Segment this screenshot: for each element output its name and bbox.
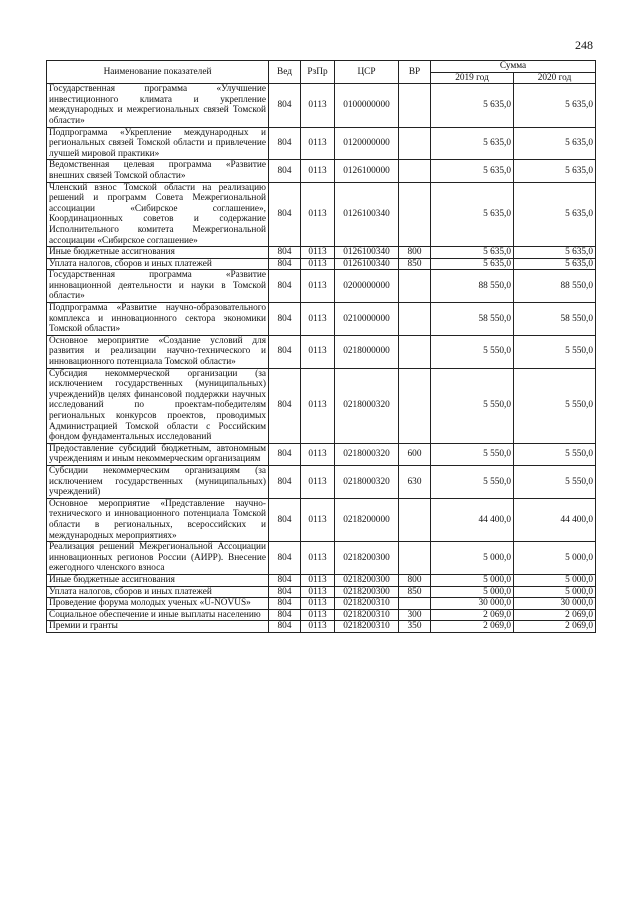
cell-ved: 804 [269,443,301,465]
cell-rzpr: 0113 [301,303,335,336]
cell-2019: 5 635,0 [431,247,514,259]
cell-name: Уплата налогов, сборов и иных платежей [47,586,269,598]
cell-csr: 0126100000 [335,160,399,182]
cell-vr: 850 [399,586,431,598]
cell-vr [399,127,431,160]
cell-2020: 5 635,0 [514,182,596,247]
cell-ved: 804 [269,621,301,633]
cell-rzpr: 0113 [301,335,335,368]
cell-ved: 804 [269,270,301,303]
cell-csr: 0218200300 [335,586,399,598]
cell-csr: 0126100340 [335,247,399,259]
cell-ved: 804 [269,127,301,160]
cell-name: Проведение форума молодых ученых «U-NOVUS» [47,598,269,610]
cell-rzpr: 0113 [301,368,335,443]
cell-2019: 58 550,0 [431,303,514,336]
cell-csr: 0218200310 [335,609,399,621]
table-row [47,258,596,270]
cell-2019: 5 635,0 [431,127,514,160]
table-row [47,247,596,259]
cell-vr [399,542,431,575]
cell-vr: 850 [399,258,431,270]
cell-rzpr: 0113 [301,574,335,586]
cell-rzpr: 0113 [301,498,335,541]
cell-csr: 0218200310 [335,621,399,633]
cell-name: Социальное обеспечение и иные выплаты населению [47,609,269,621]
cell-rzpr: 0113 [301,465,335,498]
cell-name: Членский взнос Томской области на реализацию решений и программ Совета Межрегиональной ассоциации «Сибирское соглашение», Координационных советов и содержание Исполнительного комитета Межрегиональной ассоциации «Сибирское соглашение» [47,182,269,247]
cell-rzpr: 0113 [301,586,335,598]
cell-csr: 0100000000 [335,84,399,127]
cell-name: Подпрограмма «Укрепление международных и региональных связей Томской области и привлечение лучшей мировой практики» [47,127,269,160]
cell-2020: 5 635,0 [514,84,596,127]
cell-vr [399,335,431,368]
cell-2020: 5 635,0 [514,127,596,160]
table-row [47,443,596,465]
cell-2020: 2 069,0 [514,621,596,633]
cell-name: Субсидия некоммерческой организации (за исключением государственных (муниципальных) учреждений)в целях финансовой поддержки научных исследований по проектам-победителям региональных конкурсов проектов, проводимых Администрацией Томской области с Российским фондом фундаментальных исследований [47,368,269,443]
cell-2020: 44 400,0 [514,498,596,541]
cell-2019: 2 069,0 [431,609,514,621]
cell-2020: 88 550,0 [514,270,596,303]
cell-2019: 5 635,0 [431,160,514,182]
cell-vr [399,84,431,127]
header-sum: Сумма [431,61,596,73]
cell-vr [399,303,431,336]
header-rzpr: РзПр [301,61,335,84]
cell-csr: 0126100340 [335,182,399,247]
table-row [47,368,596,443]
cell-csr: 0120000000 [335,127,399,160]
cell-rzpr: 0113 [301,621,335,633]
cell-2019: 5 550,0 [431,335,514,368]
cell-ved: 804 [269,303,301,336]
cell-2020: 30 000,0 [514,598,596,610]
table-row [47,498,596,541]
cell-rzpr: 0113 [301,443,335,465]
cell-2020: 5 550,0 [514,443,596,465]
cell-2019: 5 635,0 [431,84,514,127]
cell-rzpr: 0113 [301,598,335,610]
cell-2019: 44 400,0 [431,498,514,541]
cell-name: Подпрограмма «Развитие научно-образовательного комплекса и инновационного сектора экономики Томской области» [47,303,269,336]
cell-rzpr: 0113 [301,127,335,160]
table-row [47,621,596,633]
cell-csr: 0218200300 [335,542,399,575]
table-row [47,609,596,621]
header-name: Наименование показателей [47,61,269,84]
cell-2019: 88 550,0 [431,270,514,303]
header-ved: Вед [269,61,301,84]
cell-ved: 804 [269,598,301,610]
cell-2020: 5 635,0 [514,160,596,182]
cell-ved: 804 [269,465,301,498]
cell-ved: 804 [269,335,301,368]
cell-csr: 0200000000 [335,270,399,303]
cell-2020: 2 069,0 [514,609,596,621]
cell-ved: 804 [269,586,301,598]
table-row [47,182,596,247]
cell-name: Предоставление субсидий бюджетным, автономным учреждениям и иным некоммерческим организациям [47,443,269,465]
cell-ved: 804 [269,258,301,270]
cell-vr [399,182,431,247]
cell-rzpr: 0113 [301,542,335,575]
cell-csr: 0218000320 [335,465,399,498]
cell-ved: 804 [269,84,301,127]
table-row [47,270,596,303]
cell-2020: 5 550,0 [514,335,596,368]
cell-2019: 5 550,0 [431,465,514,498]
cell-2019: 2 069,0 [431,621,514,633]
cell-ved: 804 [269,247,301,259]
table-row [47,598,596,610]
cell-name: Основное мероприятие «Представление научно-технического и инновационного потенциала Томской области в региональных, всероссийских и международных мероприятиях» [47,498,269,541]
cell-csr: 0126100340 [335,258,399,270]
cell-csr: 0218000000 [335,335,399,368]
cell-2020: 5 000,0 [514,542,596,575]
cell-ved: 804 [269,368,301,443]
cell-rzpr: 0113 [301,270,335,303]
cell-vr [399,598,431,610]
header-year-2019: 2019 год [431,72,514,84]
cell-rzpr: 0113 [301,182,335,247]
cell-rzpr: 0113 [301,247,335,259]
cell-vr: 800 [399,247,431,259]
table-row [47,84,596,127]
cell-2019: 5 000,0 [431,542,514,575]
cell-name: Ведомственная целевая программа «Развитие внешних связей Томской области» [47,160,269,182]
cell-ved: 804 [269,542,301,575]
cell-2019: 5 000,0 [431,574,514,586]
cell-2019: 5 000,0 [431,586,514,598]
cell-2020: 5 550,0 [514,465,596,498]
header-csr: ЦСР [335,61,399,84]
cell-rzpr: 0113 [301,258,335,270]
cell-csr: 0218000320 [335,368,399,443]
cell-2020: 5 000,0 [514,586,596,598]
cell-ved: 804 [269,160,301,182]
table-row [47,303,596,336]
cell-vr: 800 [399,574,431,586]
cell-name: Реализация решений Межрегиональной Ассоциации инновационных регионов России (АИРР). Внесение ежегодного членского взноса [47,542,269,575]
cell-vr: 300 [399,609,431,621]
budget-table [46,60,596,633]
cell-csr: 0210000000 [335,303,399,336]
page-number: 248 [575,38,593,52]
cell-rzpr: 0113 [301,84,335,127]
cell-csr: 0218200300 [335,574,399,586]
cell-vr: 600 [399,443,431,465]
cell-vr [399,270,431,303]
cell-name: Государственная программа «Развитие инновационной деятельности и науки в Томской области» [47,270,269,303]
cell-2019: 5 550,0 [431,443,514,465]
cell-vr [399,160,431,182]
table-row [47,574,596,586]
cell-csr: 0218200000 [335,498,399,541]
cell-ved: 804 [269,498,301,541]
cell-2020: 5 550,0 [514,368,596,443]
cell-name: Иные бюджетные ассигнования [47,247,269,259]
header-vr: ВР [399,61,431,84]
table-header [47,61,596,84]
cell-vr [399,498,431,541]
table-row [47,335,596,368]
cell-2020: 58 550,0 [514,303,596,336]
cell-rzpr: 0113 [301,609,335,621]
cell-2019: 5 550,0 [431,368,514,443]
cell-csr: 0218200310 [335,598,399,610]
header-year-2020: 2020 год [514,72,596,84]
cell-ved: 804 [269,182,301,247]
cell-name: Иные бюджетные ассигнования [47,574,269,586]
cell-csr: 0218000320 [335,443,399,465]
cell-2020: 5 635,0 [514,258,596,270]
cell-rzpr: 0113 [301,160,335,182]
table-row [47,465,596,498]
table-body [47,84,596,633]
cell-2020: 5 000,0 [514,574,596,586]
cell-2019: 5 635,0 [431,182,514,247]
table-row [47,542,596,575]
cell-vr [399,368,431,443]
table-row [47,160,596,182]
cell-name: Премии и гранты [47,621,269,633]
cell-ved: 804 [269,609,301,621]
table-row [47,127,596,160]
cell-2019: 5 635,0 [431,258,514,270]
cell-ved: 804 [269,574,301,586]
cell-vr: 630 [399,465,431,498]
cell-name: Государственная программа «Улучшение инвестиционного климата и укрепление международных и межрегиональных связей Томской области» [47,84,269,127]
cell-name: Субсидии некоммерческим организациям (за исключением государственных (муниципальных) учреждений) [47,465,269,498]
cell-2020: 5 635,0 [514,247,596,259]
cell-name: Основное мероприятие «Создание условий для развития и реализации научно-технического и инновационного потенциала Томской области» [47,335,269,368]
cell-vr: 350 [399,621,431,633]
table-row [47,586,596,598]
cell-2019: 30 000,0 [431,598,514,610]
cell-name: Уплата налогов, сборов и иных платежей [47,258,269,270]
